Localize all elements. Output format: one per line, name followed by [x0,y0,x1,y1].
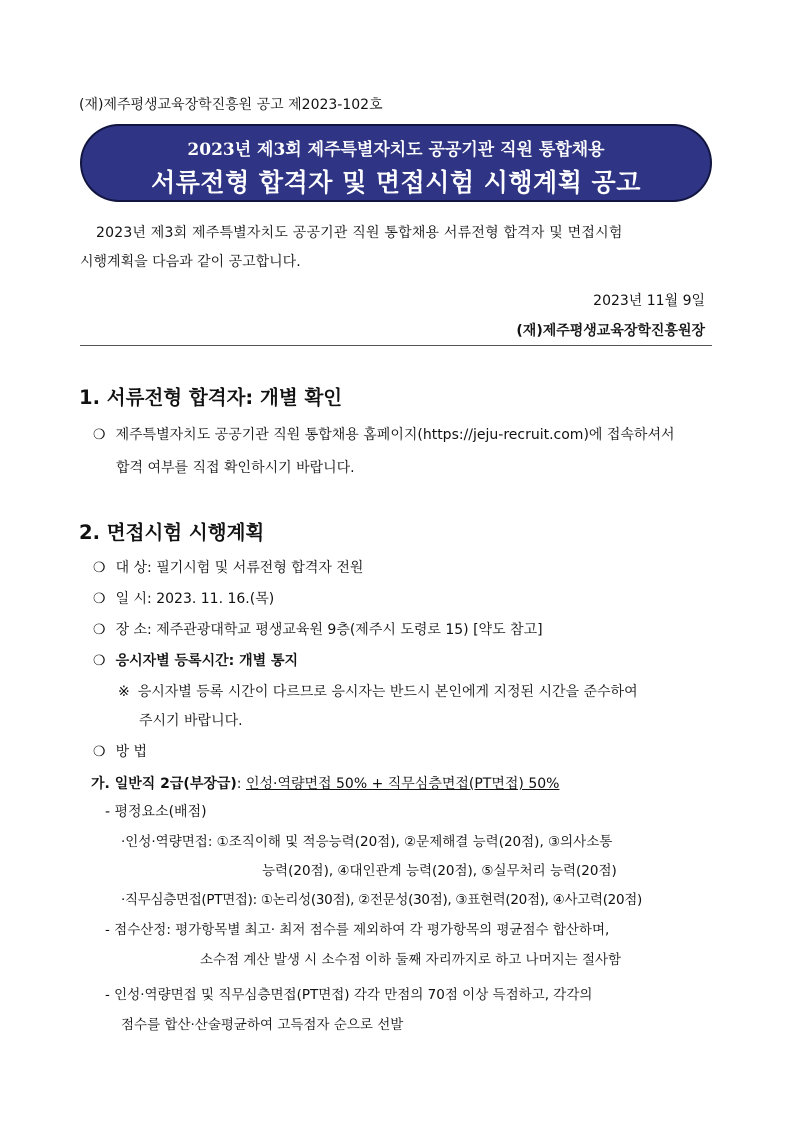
note-line-2: 주시기 바랍니다. [139,713,243,729]
intro-line-2: 시행계획을 다음과 같이 공고합니다. [80,254,301,270]
ga-colon: : [236,776,246,792]
target-item [93,557,363,577]
notice-date: 2023년 11월 9일 [593,293,705,309]
registration-item [93,650,298,670]
circle-bullet-icon: ❍ [93,622,106,638]
eval-heading: - 평정요소(배점) [105,804,207,820]
issuer-name: (재)제주평생교육장학진흥원장 [516,323,705,339]
score-line-1: - 점수산정: 평가항목별 최고· 최저 점수를 제외하여 각 평가항목의 평균점수 합산하며, [105,922,610,938]
section-1-item [93,424,675,444]
ga-line [91,773,559,793]
divider [80,345,712,346]
date-text: 일 시: 2023. 11. 16.(목) [115,591,275,607]
section-1-heading: 1. 서류전형 합격자: 개별 확인 [79,386,343,409]
registration-text: 응시자별 등록시간: 개별 통지 [115,653,299,669]
select-line-2: 점수를 합산·산술평균하여 고득점자 순으로 선발 [121,1017,404,1033]
method-text: 방 법 [115,744,148,760]
select-line-1: - 인성·역량면접 및 직무심층면접(PT면접) 각각 만점의 70점 이상 득점하고, 각각의 [105,987,593,1003]
target-text: 대 상: 필기시험 및 서류전형 합격자 전원 [115,560,364,576]
section-2-heading: 2. 면접시험 시행계획 [79,521,265,544]
banner-title: 서류전형 합격자 및 면접시험 시행계획 공고 [151,168,641,197]
intro-line-1: 2023년 제3회 제주특별자치도 공공기관 직원 통합채용 서류전형 합격자 및 면접시험 [96,225,623,241]
note-text: 응시자별 등록 시간이 다르므로 응시자는 반드시 본인에게 지정된 시간을 준수하여 [137,684,638,700]
banner-subtitle: 2023년 제3회 제주특별자치도 공공기관 직원 통합채용 [187,140,605,160]
circle-bullet-icon: ❍ [93,427,106,443]
title-banner [80,124,712,202]
eval-item-1-line-1: ·인성·역량면접: ①조직이해 및 적응능력(20점), ②문제해결 능력(20점), ③의사소통 [121,834,613,850]
place-text: 장 소: 제주관광대학교 평생교육원 9층(제주시 도령로 15) [약도 참고] [115,622,543,638]
ga-label: 가. 일반직 2급(부장급) [91,776,237,792]
section-1-line-2: 합격 여부를 직접 확인하시기 바랍니다. [116,460,355,476]
circle-bullet-icon: ❍ [93,560,106,576]
place-item [93,619,543,639]
reference-mark-icon: ※ [118,684,130,700]
circle-bullet-icon: ❍ [93,744,106,760]
score-line-2: 소수점 계산 발생 시 소수점 이하 둘째 자리까지로 하고 나머지는 절사함 [200,952,622,968]
date-item [93,588,274,608]
circle-bullet-icon: ❍ [93,653,106,669]
note-line-1 [118,681,638,701]
notice-number: (재)제주평생교육장학진흥원 공고 제2023-102호 [79,97,383,113]
method-item [93,741,147,761]
circle-bullet-icon: ❍ [93,591,106,607]
eval-item-1-line-2: 능력(20점), ④대인관계 능력(20점), ⑤실무처리 능력(20점) [262,863,617,879]
ga-content: 인성·역량면접 50% + 직무심층면접(PT면접) 50% [245,776,560,792]
eval-item-2: ·직무심층면접(PT면접): ①논리성(30점), ②전문성(30점), ③표현력(20점), ④사고력(20점) [121,892,642,908]
section-1-line-1: 제주특별자치도 공공기관 직원 통합채용 홈페이지(https://jeju-recruit.com)에 접속하셔서 [115,427,675,443]
